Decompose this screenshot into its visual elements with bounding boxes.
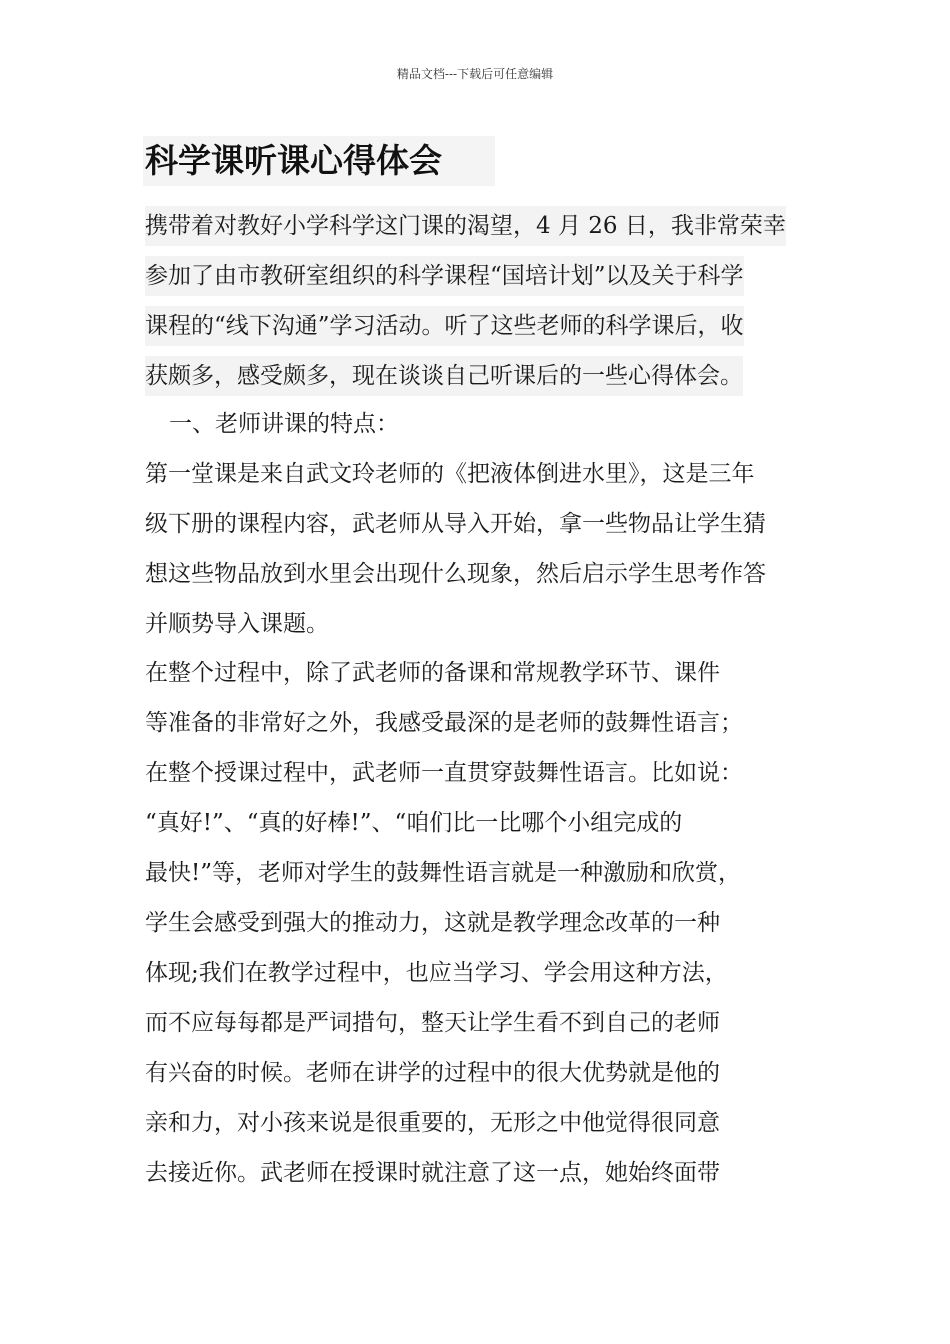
intro-line-text: 携带着对教好小学科学这门课的渴望，4 月 26 日，我非常荣幸 <box>145 206 786 246</box>
paragraph-line: 最快!”等，老师对学生的鼓舞性语言就是一种激励和欣赏， <box>145 860 742 886</box>
paragraph-line: 第一堂课是来自武文玲老师的《把液体倒进水里》，这是三年 <box>145 461 755 487</box>
intro-line-text: 参加了由市教研室组织的科学课程“国培计划”以及关于科学 <box>145 256 744 296</box>
paragraph-encouragement <box>145 648 810 1198</box>
intro-line <box>145 301 810 351</box>
paragraph-line: 而不应每每都是严词措句，整天让学生看不到自己的老师 <box>145 1010 720 1036</box>
paragraph-line: “真好!”、“真的好棒!”、“咱们比一比哪个小组完成的 <box>145 810 683 836</box>
page-header: 精品文档---下载后可任意编辑 <box>396 67 554 81</box>
paragraph-line: 亲和力，对小孩来说是很重要的，无形之中他觉得很同意 <box>145 1110 720 1136</box>
intro-line <box>145 351 810 401</box>
paragraph-line: 想这些物品放到水里会出现什么现象，然后启示学生思考作答 <box>145 561 766 587</box>
paragraph-line: 体现;我们在教学过程中，也应当学习、学会用这种方法， <box>145 960 728 986</box>
paragraph-line: 并顺势导入课题。 <box>145 611 329 637</box>
paragraph-line: 有兴奋的时候。老师在讲学的过程中的很大优势就是他的 <box>145 1060 720 1086</box>
intro-paragraph <box>145 201 810 401</box>
section-heading: 一、老师讲课的特点： <box>169 411 399 437</box>
paragraph-line: 去接近你。武老师在授课时就注意了这一点，她始终面带 <box>145 1160 720 1186</box>
paragraph-line: 在整个授课过程中，武老师一直贯穿鼓舞性语言。比如说： <box>145 760 743 786</box>
intro-line <box>145 251 810 301</box>
document-title: 科学课听课心得体会 <box>143 136 495 186</box>
section-heading-block <box>145 399 810 449</box>
paragraph-line: 在整个过程中，除了武老师的备课和常规教学环节、课件 <box>145 660 720 686</box>
intro-line-text: 课程的“线下沟通”学习活动。听了这些老师的科学课后，收 <box>145 306 744 346</box>
paragraph-first-lesson <box>145 449 810 649</box>
paragraph-line: 等准备的非常好之外，我感受最深的是老师的鼓舞性语言； <box>145 710 743 736</box>
paragraph-line: 级下册的课程内容，武老师从导入开始，拿一些物品让学生猜 <box>145 511 766 537</box>
intro-line <box>145 201 810 251</box>
intro-line-text: 获颇多，感受颇多，现在谈谈自己听课后的一些心得体会。 <box>145 356 743 396</box>
paragraph-line: 学生会感受到强大的推动力，这就是教学理念改革的一种 <box>145 910 720 936</box>
